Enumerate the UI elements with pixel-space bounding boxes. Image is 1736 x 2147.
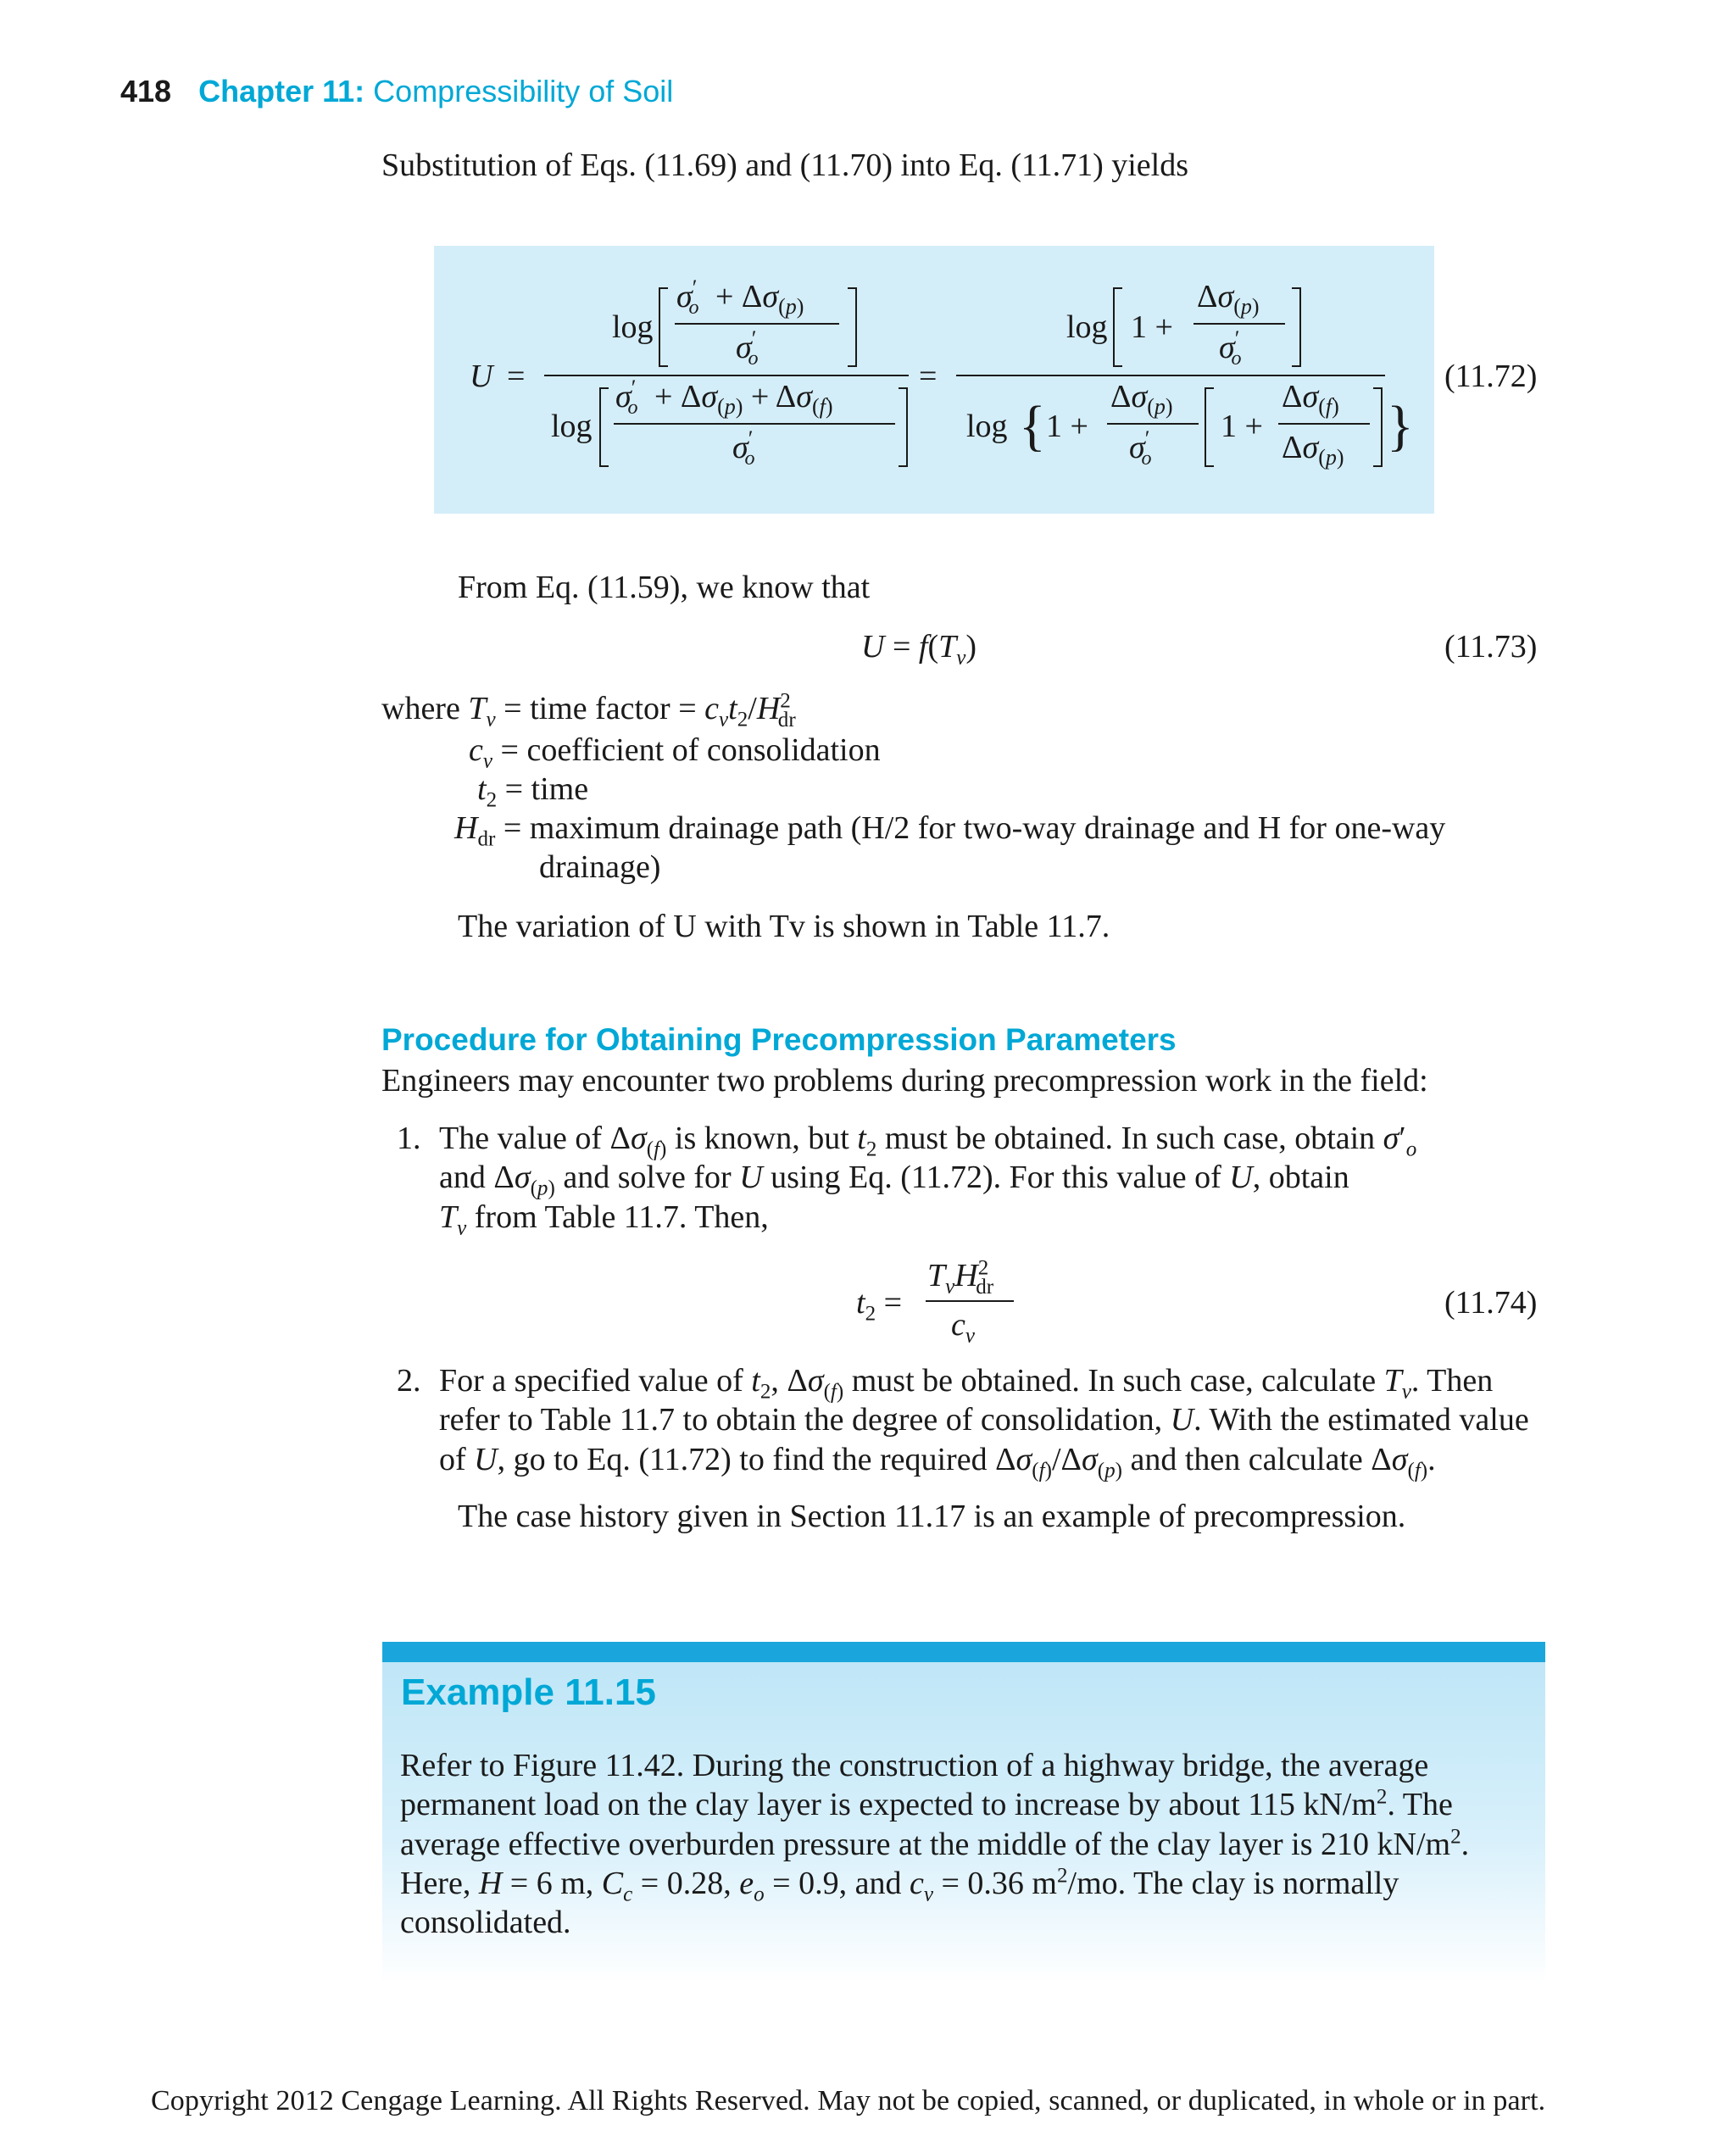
equation-number-11-74: (11.74) bbox=[1444, 1285, 1538, 1321]
svg-text:1 +: 1 + bbox=[1221, 409, 1263, 444]
svg-text:1 +: 1 + bbox=[1131, 309, 1173, 345]
equation-11-73: $U = f(T_v)$ bbox=[861, 629, 977, 670]
svg-text:Δσ(p): $\Delta\sigma_(p$) bbox=[1110, 379, 1173, 419]
section-heading: Procedure for Obtaining Precompression Parameters bbox=[381, 1022, 1177, 1057]
definition-cv: $c_v$ = coefficient of consolidation bbox=[469, 732, 881, 773]
intro-paragraph: Substitution of Eqs. (11.69) and (11.70) into Eq. (11.71) yields bbox=[381, 147, 1189, 183]
svg-text:σ′o: σ′ o bbox=[1129, 426, 1152, 470]
copyright-footer: Copyright 2012 Cengage Learning. All Rights Reserved. May not be copied, scanned, or duplicated, in whole or in part. bbox=[151, 2085, 1546, 2116]
equation-number-11-73: (11.73) bbox=[1444, 629, 1538, 665]
list-item-1: 1. The value of $\Delta\sigma_{(f)}$ is known, but $t_2$ must be obtained. In such case, obtain $\sigma'_o$ and $\Delta\sigma_{(p)}$ and solve for U using Eq. (11.72). For this value of U, obtain $T_v$ from Table 11.7. Then, bbox=[397, 1121, 1417, 1240]
equation-box-11-72 bbox=[434, 246, 1434, 514]
svg-text:log: log bbox=[966, 409, 1008, 444]
section-intro: Engineers may encounter two problems during precompression work in the field: bbox=[381, 1063, 1428, 1099]
svg-text:=: = bbox=[507, 359, 526, 394]
list-item-2: 2. For a specified value of $t_2$, $\Delta\sigma_{(f)}$ must be obtained. In such case, calculate $T_v$. Then refer to Table 11.7 to obtain the degree of consolidation, U. With the estimated value of U, go to Eq. (11.72) to find the required $\Delta\sigma_{(f)}/\Delta\sigma_{(p)}$ and then calculate $\Delta\sigma_{(f)}$. bbox=[397, 1363, 1529, 1482]
svg-text:=: = bbox=[919, 359, 938, 394]
equation-11-74: $t_2$ = $T_vH^2_{dr}$ $c_v$ bbox=[856, 1256, 1026, 1349]
example-title: Example 11.15 bbox=[401, 1671, 656, 1713]
svg-text:σ′o + Δσ(p): σ′ $o + \Delta\sigma_(p$) bbox=[676, 275, 804, 319]
svg-text:σ′o: σ′ o bbox=[736, 326, 759, 370]
svg-text:σ′o: σ′ o bbox=[732, 426, 755, 470]
svg-text:Δσ(f): $\Delta\sigma_(f$) bbox=[1282, 379, 1339, 419]
definition-hdr-continued: drainage) bbox=[539, 849, 661, 885]
running-header bbox=[120, 73, 673, 110]
example-top-bar bbox=[382, 1642, 1545, 1662]
definition-hdr: $H_{dr}$ = maximum drainage path (H/2 for two-way drainage and H for one-way bbox=[454, 810, 1446, 851]
svg-text:σ′o + Δσ(p) + Δσ(f): σ′ $o + \Delta\sigma_(p) + \Delta\sigma_(f$) bbox=[615, 375, 833, 419]
page-number: 418 bbox=[120, 74, 172, 108]
svg-text:log: log bbox=[612, 309, 654, 345]
definition-tv: where $T_v$ = time factor = $c_vt_2/H^2_{dr}$ bbox=[381, 689, 796, 731]
svg-text:σ′o: σ′ o bbox=[1219, 326, 1242, 370]
equation-11-72 bbox=[434, 246, 1434, 514]
from-eq-text: From Eq. (11.59), we know that bbox=[458, 570, 871, 605]
chapter-title: Compressibility of Soil bbox=[373, 74, 674, 108]
example-body: Refer to Figure 11.42. During the construction of a highway bridge, the average permanent load on the clay layer is expected to increase by about 115 $kN/m^2$. The average effective overburden pressure at the middle of the clay layer is 210 $kN/m^2$. Here, H = 6 m, $C_c = 0.28$, $e_o = 0.9$, and $c_v = 0.36$ $m^2/mo$. The clay is normally consolidated. bbox=[400, 1748, 1470, 1941]
variation-text: The variation of U with Tv is shown in Table 11.7. bbox=[458, 909, 1110, 944]
svg-text:}: } bbox=[1387, 395, 1414, 457]
case-history-text: The case history given in Section 11.17 is an example of precompression. bbox=[458, 1499, 1406, 1534]
svg-text:Δσ(p): $\Delta\sigma_(p$) bbox=[1197, 279, 1260, 319]
chapter-label: Chapter 11: bbox=[198, 74, 365, 108]
equation-number-11-72: (11.72) bbox=[1444, 359, 1538, 394]
svg-text:{: { bbox=[1019, 395, 1046, 457]
svg-text:log: log bbox=[551, 409, 593, 444]
eq-lhs: U bbox=[470, 359, 493, 394]
svg-text:1 +: 1 + bbox=[1046, 409, 1088, 444]
svg-text:log: log bbox=[1066, 309, 1108, 345]
definition-t2: $t_2$ = time bbox=[477, 771, 589, 812]
svg-text:Δσ(p): $\Delta\sigma_(p$) bbox=[1282, 430, 1344, 470]
